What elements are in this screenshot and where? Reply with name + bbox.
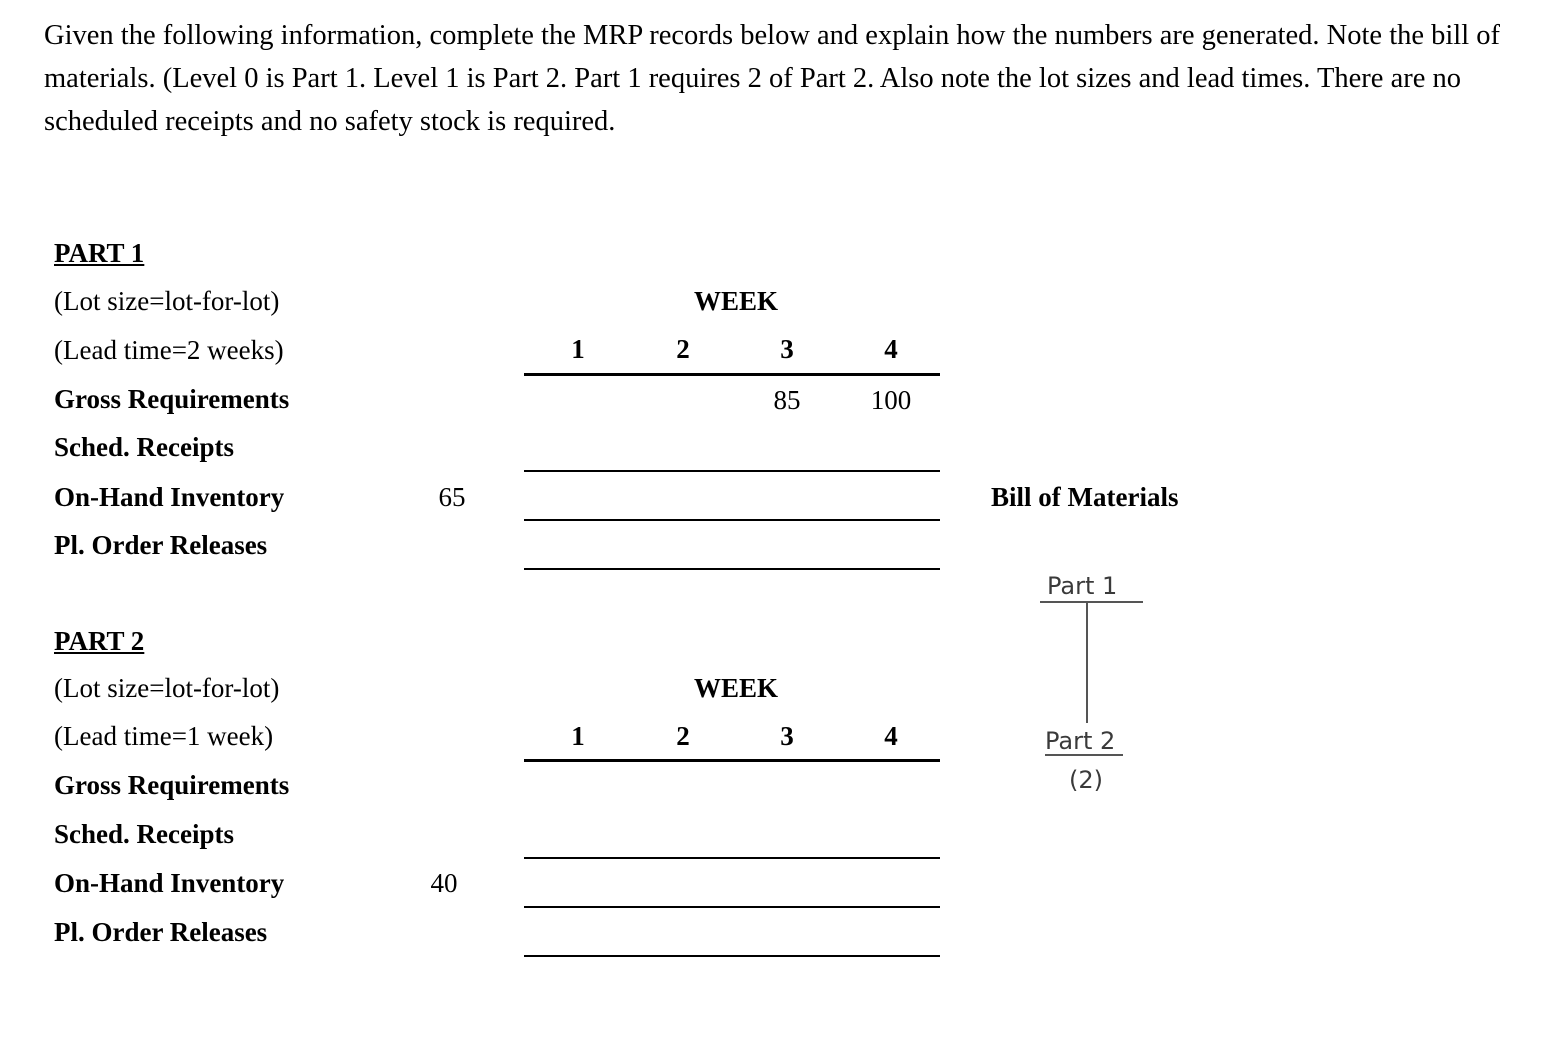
part1-onhand-label: On-Hand Inventory xyxy=(54,482,285,512)
part1-lead-time: (Lead time=2 weeks) xyxy=(54,335,284,365)
part2-title: PART 2 xyxy=(54,626,145,656)
bom-child-quantity: (2) xyxy=(1069,766,1103,794)
part2-planned-rule xyxy=(524,955,940,957)
part1-week-4: 4 xyxy=(884,334,898,364)
part1-sched-rule xyxy=(524,470,940,472)
part2-week-1: 1 xyxy=(571,721,585,751)
part2-onhand-rule xyxy=(524,906,940,908)
part1-week-header: WEEK xyxy=(693,286,779,316)
part2-week-2: 2 xyxy=(676,721,690,751)
part1-sched-label: Sched. Receipts xyxy=(54,432,234,462)
bom-child-part: Part 2 xyxy=(1045,727,1116,755)
part1-planned-label: Pl. Order Releases xyxy=(54,530,268,560)
part1-lot-size: (Lot size=lot-for-lot) xyxy=(54,286,280,316)
part1-header-rule xyxy=(524,373,940,376)
part1-title: PART 1 xyxy=(54,238,145,268)
part2-lead-time: (Lead time=1 week) xyxy=(54,721,274,751)
part2-planned-label: Pl. Order Releases xyxy=(54,917,268,947)
part2-sched-rule xyxy=(524,857,940,859)
part2-sched-label: Sched. Receipts xyxy=(54,819,234,849)
part1-week-1: 1 xyxy=(571,334,585,364)
part2-onhand-initial: 40 xyxy=(430,868,458,898)
part2-gross-label: Gross Requirements xyxy=(54,770,290,800)
part1-planned-rule xyxy=(524,568,940,570)
part2-week-3: 3 xyxy=(780,721,794,751)
part2-week-4: 4 xyxy=(884,721,898,751)
part1-week-3: 3 xyxy=(780,334,794,364)
part1-gross-label: Gross Requirements xyxy=(54,384,290,414)
problem-statement: Given the following information, complete the MRP records below and explain how the numbers are generated. Note the bill of materials. (Level 0 is Part 1. Level 1 is Part 2. Part 1 requires 2 of Part 2. Also note the lot sizes and lead times. There are no scheduled receipts and no safety stock is required. xyxy=(44,20,1501,137)
part1-onhand-initial: 65 xyxy=(438,482,466,512)
part2-lot-size: (Lot size=lot-for-lot) xyxy=(54,673,280,703)
part1-gross-week-3: 85 xyxy=(773,385,801,415)
part1-week-2: 2 xyxy=(676,334,690,364)
bom-title: Bill of Materials xyxy=(991,482,1179,512)
part2-header-rule xyxy=(524,759,940,762)
bom-parent-part: Part 1 xyxy=(1047,572,1118,600)
part1-onhand-rule xyxy=(524,519,940,521)
part2-onhand-label: On-Hand Inventory xyxy=(54,868,285,898)
part2-week-header: WEEK xyxy=(693,673,779,703)
part1-gross-week-4: 100 xyxy=(870,385,912,415)
